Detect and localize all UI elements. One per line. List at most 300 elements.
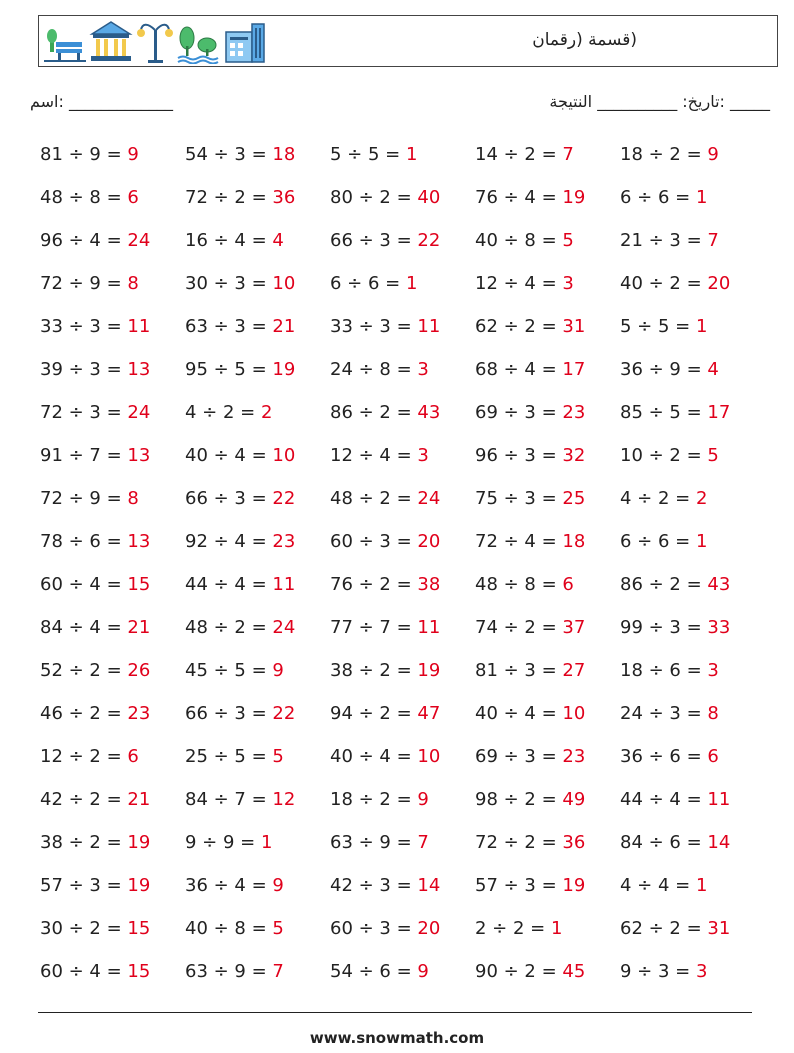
problem-question: 36 ÷ 4 =: [185, 875, 273, 896]
problem-question: 99 ÷ 3 =: [620, 617, 708, 638]
problem-question: 63 ÷ 9 =: [330, 832, 418, 853]
street-lamp-icon: [137, 25, 173, 63]
problem-question: 76 ÷ 4 =: [475, 187, 563, 208]
problem-answer: 9: [417, 961, 429, 982]
problem-question: 16 ÷ 4 =: [185, 230, 273, 251]
problem-question: 69 ÷ 3 =: [475, 402, 563, 423]
problem-answer: 21: [127, 789, 151, 810]
problem-answer: 11: [707, 789, 731, 810]
problem-answer: 1: [695, 316, 708, 337]
problem-question: 92 ÷ 4 =: [185, 531, 273, 552]
problem-answer: 1: [695, 531, 708, 552]
problem-question: 21 ÷ 3 =: [620, 230, 708, 251]
problem-answer: 1: [695, 187, 708, 208]
problem-answer: 31: [562, 316, 586, 337]
problem-answer: 3: [562, 273, 574, 294]
problem-cell: [185, 829, 330, 872]
problem-answer: 4: [272, 230, 284, 251]
problem-cell: [620, 399, 765, 442]
problem-question: 33 ÷ 3 =: [40, 316, 128, 337]
problem-answer: 10: [562, 703, 586, 724]
problem-answer: 20: [707, 273, 731, 294]
problem-question: 12 ÷ 2 =: [40, 746, 128, 767]
problem-question: 40 ÷ 4 =: [330, 746, 418, 767]
problem-answer: 19: [127, 832, 151, 853]
problem-cell: [475, 786, 620, 829]
problem-cell: [330, 743, 475, 786]
problem-cell: [620, 356, 765, 399]
problem-question: 60 ÷ 3 =: [330, 531, 418, 552]
problem-question: 42 ÷ 3 =: [330, 875, 418, 896]
problem-cell: [40, 313, 185, 356]
problem-question: 72 ÷ 4 =: [475, 531, 563, 552]
problem-cell: [330, 270, 475, 313]
problem-cell: [40, 528, 185, 571]
problem-cell: [40, 571, 185, 614]
problem-answer: 7: [417, 832, 429, 853]
problem-question: 63 ÷ 3 =: [185, 316, 273, 337]
problem-cell: [330, 528, 475, 571]
problem-cell: [185, 657, 330, 700]
problem-cell: [330, 657, 475, 700]
problem-answer: 8: [127, 273, 139, 294]
problem-cell: [475, 915, 620, 958]
problem-question: 44 ÷ 4 =: [185, 574, 273, 595]
problem-question: 72 ÷ 9 =: [40, 488, 128, 509]
problem-question: 52 ÷ 2 =: [40, 660, 128, 681]
problem-answer: 3: [417, 359, 429, 380]
problem-answer: 4: [707, 359, 719, 380]
office-building-icon: [226, 24, 264, 62]
problem-question: 30 ÷ 2 =: [40, 918, 128, 939]
problem-cell: [40, 356, 185, 399]
problem-question: 60 ÷ 4 =: [40, 961, 128, 982]
problem-answer: 36: [562, 832, 586, 853]
problem-question: 30 ÷ 3 =: [185, 273, 273, 294]
problem-question: 57 ÷ 3 =: [475, 875, 563, 896]
problem-cell: [620, 743, 765, 786]
problem-cell: [475, 313, 620, 356]
problem-cell: [475, 743, 620, 786]
problem-question: 90 ÷ 2 =: [475, 961, 563, 982]
problem-answer: 6: [707, 746, 719, 767]
problem-answer: 20: [417, 531, 441, 552]
problem-cell: [620, 270, 765, 313]
problem-answer: 5: [272, 918, 284, 939]
problem-cell: [185, 743, 330, 786]
problem-answer: 49: [562, 789, 586, 810]
problem-cell: [40, 872, 185, 915]
problem-answer: 3: [695, 961, 708, 982]
problem-answer: 24: [127, 402, 151, 423]
problem-cell: [40, 657, 185, 700]
problem-question: 62 ÷ 2 =: [620, 918, 708, 939]
problem-answer: 1: [695, 875, 708, 896]
problem-cell: [40, 743, 185, 786]
problem-question: 9 ÷ 9 =: [185, 832, 261, 853]
problem-answer: 11: [272, 574, 296, 595]
museum-icon: [91, 22, 131, 61]
problem-cell: [475, 442, 620, 485]
problem-cell: [40, 399, 185, 442]
problem-answer: 12: [272, 789, 296, 810]
problem-answer: 33: [707, 617, 731, 638]
problem-cell: [40, 184, 185, 227]
problem-question: 94 ÷ 2 =: [330, 703, 418, 724]
problem-answer: 15: [127, 574, 151, 595]
problem-question: 5 ÷ 5 =: [330, 144, 406, 165]
problem-answer: 15: [127, 961, 151, 982]
problem-answer: 21: [127, 617, 151, 638]
problem-cell: [475, 872, 620, 915]
problem-question: 4 ÷ 4 =: [620, 875, 696, 896]
problem-cell: [40, 270, 185, 313]
problem-question: 9 ÷ 3 =: [620, 961, 696, 982]
problem-question: 66 ÷ 3 =: [330, 230, 418, 251]
problem-cell: [40, 442, 185, 485]
problem-question: 48 ÷ 2 =: [185, 617, 273, 638]
problem-cell: [185, 485, 330, 528]
problem-answer: 10: [272, 273, 296, 294]
problem-cell: [620, 657, 765, 700]
problem-answer: 24: [417, 488, 441, 509]
problem-cell: [330, 442, 475, 485]
problem-answer: 9: [272, 660, 284, 681]
problem-cell: [185, 442, 330, 485]
problem-question: 48 ÷ 8 =: [475, 574, 563, 595]
problem-answer: 43: [417, 402, 441, 423]
problem-cell: [185, 915, 330, 958]
problem-cell: [40, 227, 185, 270]
problem-cell: [475, 227, 620, 270]
problem-cell: [620, 786, 765, 829]
problem-question: 24 ÷ 8 =: [330, 359, 418, 380]
date-score-field-label: _____ :تاريخ: __________ النتيجة: [549, 92, 770, 111]
problem-question: 33 ÷ 3 =: [330, 316, 418, 337]
city-icons: [42, 18, 268, 64]
problem-question: 2 ÷ 2 =: [475, 918, 551, 939]
problem-answer: 25: [562, 488, 586, 509]
problem-answer: 8: [707, 703, 719, 724]
problem-answer: 8: [127, 488, 139, 509]
problem-cell: [185, 270, 330, 313]
problem-cell: [330, 227, 475, 270]
problem-question: 40 ÷ 8 =: [185, 918, 273, 939]
problem-cell: [330, 786, 475, 829]
problem-cell: [185, 399, 330, 442]
problem-cell: [475, 528, 620, 571]
problem-answer: 27: [562, 660, 586, 681]
problem-cell: [620, 141, 765, 184]
problem-cell: [330, 184, 475, 227]
problem-question: 84 ÷ 7 =: [185, 789, 273, 810]
problem-answer: 15: [127, 918, 151, 939]
problem-question: 25 ÷ 5 =: [185, 746, 273, 767]
problem-cell: [620, 915, 765, 958]
problem-cell: [475, 829, 620, 872]
problem-cell: [620, 485, 765, 528]
problem-answer: 11: [417, 617, 441, 638]
problem-question: 5 ÷ 5 =: [620, 316, 696, 337]
worksheet-header: [38, 15, 778, 67]
problem-answer: 19: [562, 875, 586, 896]
problem-cell: [330, 571, 475, 614]
problem-answer: 14: [707, 832, 731, 853]
problem-answer: 37: [562, 617, 586, 638]
problem-question: 69 ÷ 3 =: [475, 746, 563, 767]
problem-question: 91 ÷ 7 =: [40, 445, 128, 466]
problem-answer: 20: [417, 918, 441, 939]
problem-question: 10 ÷ 2 =: [620, 445, 708, 466]
problem-question: 38 ÷ 2 =: [330, 660, 418, 681]
problem-answer: 9: [707, 144, 719, 165]
problem-answer: 2: [260, 402, 273, 423]
problem-cell: [40, 958, 185, 1001]
problem-cell: [475, 571, 620, 614]
park-bench-icon: [44, 29, 86, 62]
problem-answer: 32: [562, 445, 586, 466]
problem-question: 72 ÷ 9 =: [40, 273, 128, 294]
problem-answer: 11: [417, 316, 441, 337]
problem-question: 62 ÷ 2 =: [475, 316, 563, 337]
problem-grid: [40, 141, 765, 1001]
problem-answer: 19: [562, 187, 586, 208]
problem-cell: [475, 356, 620, 399]
problem-question: 54 ÷ 6 =: [330, 961, 418, 982]
problem-answer: 10: [272, 445, 296, 466]
problem-question: 48 ÷ 8 =: [40, 187, 128, 208]
problem-question: 81 ÷ 3 =: [475, 660, 563, 681]
problem-cell: [40, 915, 185, 958]
problem-question: 14 ÷ 2 =: [475, 144, 563, 165]
problem-question: 6 ÷ 6 =: [330, 273, 406, 294]
problem-cell: [475, 700, 620, 743]
problem-question: 86 ÷ 2 =: [330, 402, 418, 423]
problem-answer: 18: [562, 531, 586, 552]
problem-question: 38 ÷ 2 =: [40, 832, 128, 853]
problem-question: 85 ÷ 5 =: [620, 402, 708, 423]
problem-cell: [475, 485, 620, 528]
problem-answer: 5: [272, 746, 284, 767]
problem-cell: [40, 485, 185, 528]
problem-cell: [330, 700, 475, 743]
problem-question: 81 ÷ 9 =: [40, 144, 128, 165]
problem-question: 6 ÷ 6 =: [620, 187, 696, 208]
problem-question: 12 ÷ 4 =: [475, 273, 563, 294]
problem-answer: 22: [417, 230, 441, 251]
problem-cell: [185, 614, 330, 657]
problem-question: 40 ÷ 8 =: [475, 230, 563, 251]
problem-question: 45 ÷ 5 =: [185, 660, 273, 681]
problem-answer: 9: [127, 144, 139, 165]
problem-answer: 47: [417, 703, 441, 724]
problem-question: 46 ÷ 2 =: [40, 703, 128, 724]
problem-answer: 7: [562, 144, 574, 165]
problem-cell: [620, 227, 765, 270]
problem-question: 6 ÷ 6 =: [620, 531, 696, 552]
problem-answer: 19: [272, 359, 296, 380]
problem-cell: [185, 227, 330, 270]
problem-cell: [620, 614, 765, 657]
worksheet-title: (قسمة (رقمان: [532, 30, 637, 50]
problem-cell: [475, 657, 620, 700]
problem-cell: [475, 141, 620, 184]
problem-answer: 38: [417, 574, 441, 595]
problem-question: 80 ÷ 2 =: [330, 187, 418, 208]
problem-answer: 22: [272, 488, 296, 509]
problem-question: 98 ÷ 2 =: [475, 789, 563, 810]
problem-question: 40 ÷ 2 =: [620, 273, 708, 294]
problem-question: 36 ÷ 9 =: [620, 359, 708, 380]
problem-cell: [40, 786, 185, 829]
problem-question: 74 ÷ 2 =: [475, 617, 563, 638]
problem-question: 36 ÷ 6 =: [620, 746, 708, 767]
footer-divider: [38, 1012, 752, 1013]
problem-question: 60 ÷ 4 =: [40, 574, 128, 595]
problem-answer: 45: [562, 961, 586, 982]
problem-cell: [330, 141, 475, 184]
problem-question: 95 ÷ 5 =: [185, 359, 273, 380]
problem-question: 96 ÷ 3 =: [475, 445, 563, 466]
trees-icon: [178, 27, 218, 64]
problem-cell: [40, 141, 185, 184]
problem-cell: [620, 700, 765, 743]
problem-question: 18 ÷ 2 =: [620, 144, 708, 165]
problem-question: 39 ÷ 3 =: [40, 359, 128, 380]
problem-answer: 13: [127, 359, 151, 380]
problem-cell: [620, 442, 765, 485]
problem-cell: [185, 700, 330, 743]
problem-question: 76 ÷ 2 =: [330, 574, 418, 595]
problem-answer: 2: [695, 488, 708, 509]
problem-question: 63 ÷ 9 =: [185, 961, 273, 982]
problem-question: 48 ÷ 2 =: [330, 488, 418, 509]
problem-cell: [475, 614, 620, 657]
problem-question: 42 ÷ 2 =: [40, 789, 128, 810]
problem-cell: [185, 528, 330, 571]
problem-cell: [620, 184, 765, 227]
problem-question: 4 ÷ 2 =: [185, 402, 261, 423]
footer-url: www.snowmath.com: [309, 1029, 485, 1047]
problem-answer: 21: [272, 316, 296, 337]
problem-answer: 24: [272, 617, 296, 638]
problem-cell: [40, 829, 185, 872]
problem-answer: 23: [562, 746, 586, 767]
problem-answer: 23: [127, 703, 151, 724]
problem-question: 72 ÷ 2 =: [475, 832, 563, 853]
problem-question: 40 ÷ 4 =: [185, 445, 273, 466]
problem-cell: [185, 786, 330, 829]
problem-answer: 31: [707, 918, 731, 939]
problem-question: 68 ÷ 4 =: [475, 359, 563, 380]
problem-question: 86 ÷ 2 =: [620, 574, 708, 595]
problem-question: 57 ÷ 3 =: [40, 875, 128, 896]
problem-cell: [40, 614, 185, 657]
problem-cell: [185, 313, 330, 356]
problem-question: 66 ÷ 3 =: [185, 488, 273, 509]
problem-question: 72 ÷ 3 =: [40, 402, 128, 423]
problem-question: 75 ÷ 3 =: [475, 488, 563, 509]
problem-answer: 14: [417, 875, 441, 896]
problem-answer: 19: [127, 875, 151, 896]
problem-cell: [475, 270, 620, 313]
problem-question: 44 ÷ 4 =: [620, 789, 708, 810]
problem-cell: [185, 141, 330, 184]
problem-answer: 43: [707, 574, 731, 595]
problem-cell: [330, 614, 475, 657]
problem-question: 18 ÷ 2 =: [330, 789, 418, 810]
problem-answer: 23: [272, 531, 296, 552]
problem-answer: 5: [707, 445, 719, 466]
problem-answer: 13: [127, 531, 151, 552]
problem-cell: [330, 399, 475, 442]
problem-cell: [330, 829, 475, 872]
problem-answer: 6: [127, 187, 139, 208]
problem-question: 4 ÷ 2 =: [620, 488, 696, 509]
problem-answer: 9: [417, 789, 429, 810]
problem-answer: 10: [417, 746, 441, 767]
problem-cell: [330, 872, 475, 915]
problem-cell: [475, 184, 620, 227]
problem-cell: [185, 356, 330, 399]
problem-answer: 1: [405, 144, 418, 165]
problem-answer: 6: [127, 746, 139, 767]
problem-answer: 7: [272, 961, 284, 982]
problem-cell: [620, 313, 765, 356]
problem-cell: [185, 958, 330, 1001]
problem-cell: [620, 571, 765, 614]
problem-question: 84 ÷ 6 =: [620, 832, 708, 853]
problem-answer: 23: [562, 402, 586, 423]
problem-answer: 1: [260, 832, 273, 853]
problem-answer: 18: [272, 144, 296, 165]
problem-cell: [185, 571, 330, 614]
problem-question: 72 ÷ 2 =: [185, 187, 273, 208]
problem-cell: [330, 915, 475, 958]
problem-question: 40 ÷ 4 =: [475, 703, 563, 724]
problem-cell: [475, 958, 620, 1001]
problem-cell: [620, 872, 765, 915]
problem-answer: 6: [562, 574, 574, 595]
problem-question: 18 ÷ 6 =: [620, 660, 708, 681]
problem-cell: [330, 356, 475, 399]
problem-answer: 13: [127, 445, 151, 466]
name-field-label: _____________ :اسم: [30, 92, 173, 111]
problem-cell: [330, 485, 475, 528]
problem-answer: 11: [127, 316, 151, 337]
problem-cell: [620, 958, 765, 1001]
problem-answer: 36: [272, 187, 296, 208]
problem-question: 24 ÷ 3 =: [620, 703, 708, 724]
problem-answer: 24: [127, 230, 151, 251]
problem-cell: [620, 528, 765, 571]
problem-cell: [620, 829, 765, 872]
problem-question: 78 ÷ 6 =: [40, 531, 128, 552]
problem-question: 54 ÷ 3 =: [185, 144, 273, 165]
problem-answer: 3: [707, 660, 719, 681]
problem-question: 60 ÷ 3 =: [330, 918, 418, 939]
problem-answer: 22: [272, 703, 296, 724]
problem-answer: 7: [707, 230, 719, 251]
problem-question: 96 ÷ 4 =: [40, 230, 128, 251]
problem-cell: [330, 958, 475, 1001]
problem-question: 84 ÷ 4 =: [40, 617, 128, 638]
problem-answer: 9: [272, 875, 284, 896]
problem-cell: [185, 872, 330, 915]
problem-answer: 17: [707, 402, 731, 423]
problem-answer: 1: [405, 273, 418, 294]
problem-answer: 19: [417, 660, 441, 681]
